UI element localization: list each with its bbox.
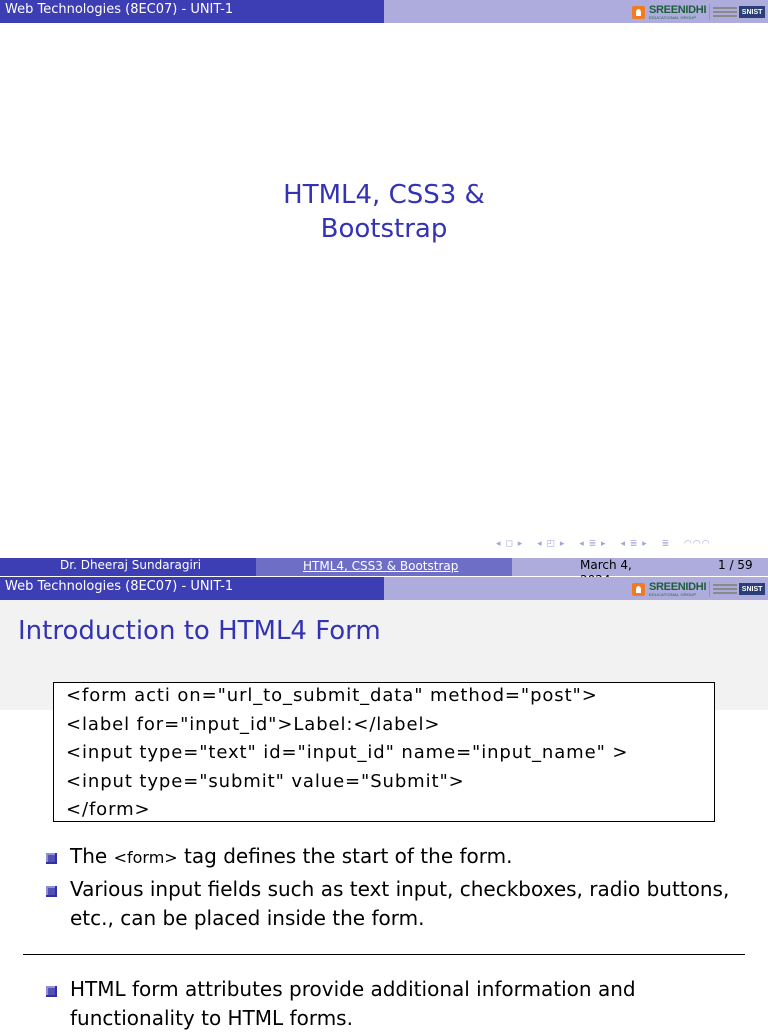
logo-separator <box>709 581 710 597</box>
nav-section-icon[interactable]: ◂ ≣ ▸ <box>620 539 648 549</box>
presentation-title <box>0 178 768 246</box>
bullet-square-icon <box>46 986 57 997</box>
code-block <box>53 682 715 822</box>
inline-code: <form> <box>113 848 178 867</box>
navigation-symbols[interactable] <box>496 539 721 549</box>
list-item: Various input fields such as text input, checkboxes, radio buttons, etc., can be placed inside the form. <box>46 875 746 933</box>
sreenidhi-logo <box>632 3 765 21</box>
frame-title: Introduction to HTML4 Form <box>18 616 381 646</box>
logo-text: SREENIDHI EDUCATIONAL GROUP <box>649 580 707 597</box>
sreenidhi-logo-icon <box>632 6 645 19</box>
logo-lines-icon <box>713 584 737 594</box>
headline-left-box <box>0 577 384 600</box>
code-line: <form acti on="url_to_submit_data" method="post"> <box>66 685 598 706</box>
divider <box>23 954 745 955</box>
nav-toc-icon[interactable]: ≣ <box>661 539 671 549</box>
footer-title-box <box>256 558 512 576</box>
footer-author-box <box>0 558 256 576</box>
bullet-list <box>46 842 746 933</box>
sreenidhi-logo-icon <box>632 583 645 596</box>
nav-frame-icon[interactable]: ◂ ◰ ▸ <box>537 539 566 549</box>
footer-title-link[interactable]: HTML4, CSS3 & Bootstrap <box>303 559 459 573</box>
snist-badge: SNIST <box>739 6 765 18</box>
title-line-1: HTML4, CSS3 & <box>283 180 485 210</box>
code-line: <label for="input_id">Label:</label> <box>66 714 441 735</box>
nav-subsection-icon[interactable]: ◂ ≣ ▸ <box>579 539 607 549</box>
headline-left-box <box>0 0 384 23</box>
footer-date-box <box>512 558 768 576</box>
list-item: HTML form attributes provide additional information and functionality to HTML forms. <box>46 975 746 1033</box>
course-title: Web Technologies (8EC07) - UNIT-1 <box>5 579 234 594</box>
bullet-square-icon <box>46 886 57 897</box>
slide1-footline <box>0 558 768 576</box>
logo-text: SREENIDHI EDUCATIONAL GROUP <box>649 3 707 20</box>
bullet-square-icon <box>46 853 57 864</box>
code-line: </form> <box>66 799 151 820</box>
logo-separator <box>709 4 710 20</box>
title-line-2: Bootstrap <box>320 214 448 244</box>
slide2-headline <box>0 577 768 600</box>
footer-date: March 4, <box>580 558 632 572</box>
nav-slide-icon[interactable]: ◂ ◻ ▸ <box>496 539 524 549</box>
footer-author: Dr. Dheeraj Sundaragiri <box>60 558 202 572</box>
logo-lines-icon <box>713 7 737 17</box>
slide1-headline <box>0 0 768 23</box>
sreenidhi-logo <box>632 580 765 598</box>
snist-badge: SNIST <box>739 583 765 595</box>
nav-search-icon[interactable]: ◠◠◠ <box>684 539 711 549</box>
page-number: 1 / 59 <box>718 558 753 572</box>
code-line: <input type="submit" value="Submit"> <box>66 771 465 792</box>
list-item: The <form> tag defines the start of the form. <box>46 842 746 872</box>
course-title: Web Technologies (8EC07) - UNIT-1 <box>5 2 234 17</box>
code-line: <input type="text" id="input_id" name="input_name" > <box>66 742 629 763</box>
bullet-list <box>46 975 746 1033</box>
